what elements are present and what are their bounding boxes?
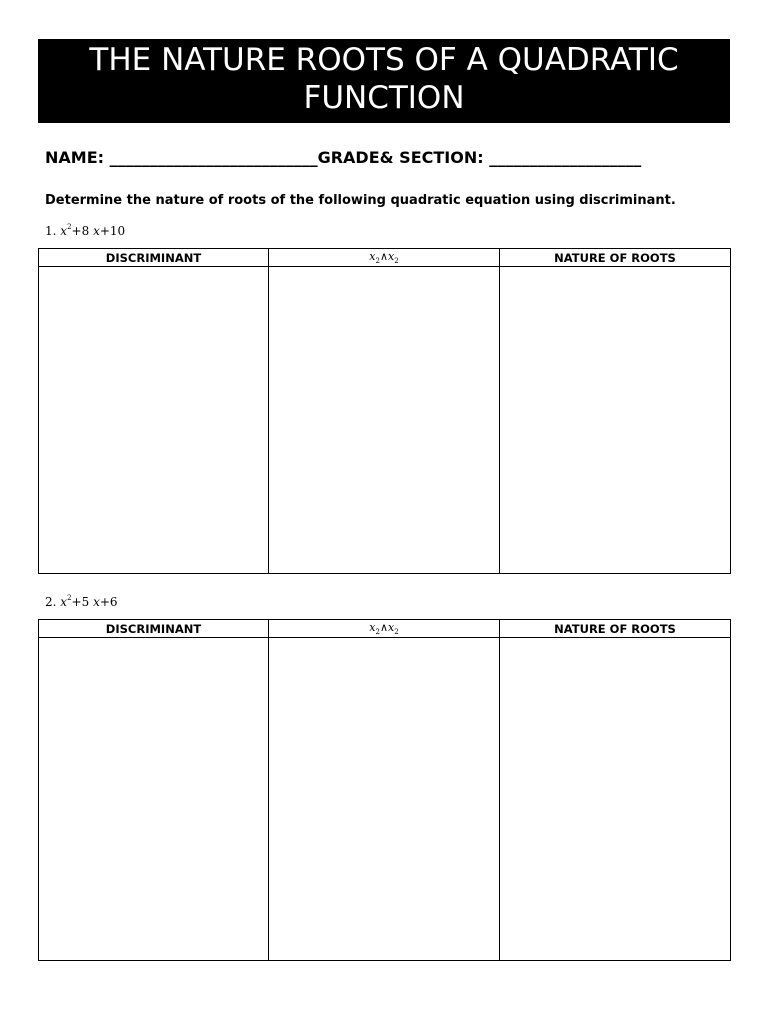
equation-exponent: 2 [67, 594, 72, 602]
answer-cell-roots[interactable] [269, 638, 500, 961]
problem-number: 2. [45, 595, 57, 609]
column-header-roots: $x_2\wedge x_2$ [269, 620, 500, 638]
problem-1-equation [45, 219, 125, 239]
equation-term: +5 [71, 595, 90, 609]
name-blank: __________________________ [109, 148, 318, 167]
problem-2-equation [45, 590, 118, 610]
grade-section-blank: ___________________ [489, 148, 642, 167]
student-info-line [45, 145, 725, 170]
equation-variable: x [93, 595, 100, 609]
answer-table-2 [38, 619, 731, 961]
worksheet-title: THE NATURE ROOTS OF A QUADRATIC FUNCTION [38, 39, 730, 123]
column-header-roots: $x_2\wedge x_2$ [269, 249, 500, 267]
equation-term: +10 [99, 224, 126, 238]
answer-cell-nature-of-roots[interactable] [500, 267, 731, 574]
equation-variable: x [93, 224, 100, 238]
column-header-discriminant: DISCRIMINANT [39, 620, 269, 638]
column-header-nature-of-roots: NATURE OF ROOTS [500, 249, 731, 267]
instructions: Determine the nature of roots of the following quadratic equation using discriminant. [45, 193, 676, 208]
equation-term: +6 [99, 595, 118, 609]
name-label: NAME: [45, 148, 110, 167]
equation-term: +8 [71, 224, 90, 238]
problem-number: 1. [45, 224, 57, 238]
column-header-discriminant: DISCRIMINANT [39, 249, 269, 267]
answer-table-1 [38, 248, 731, 574]
answer-cell-discriminant[interactable] [39, 267, 269, 574]
answer-cell-discriminant[interactable] [39, 638, 269, 961]
answer-cell-roots[interactable] [269, 267, 500, 574]
equation-exponent: 2 [67, 223, 72, 231]
grade-section-label: GRADE& SECTION: [317, 148, 484, 167]
equation-variable: x [60, 595, 68, 609]
answer-cell-nature-of-roots[interactable] [500, 638, 731, 961]
equation-variable: x [60, 224, 68, 238]
column-header-nature-of-roots: NATURE OF ROOTS [500, 620, 731, 638]
